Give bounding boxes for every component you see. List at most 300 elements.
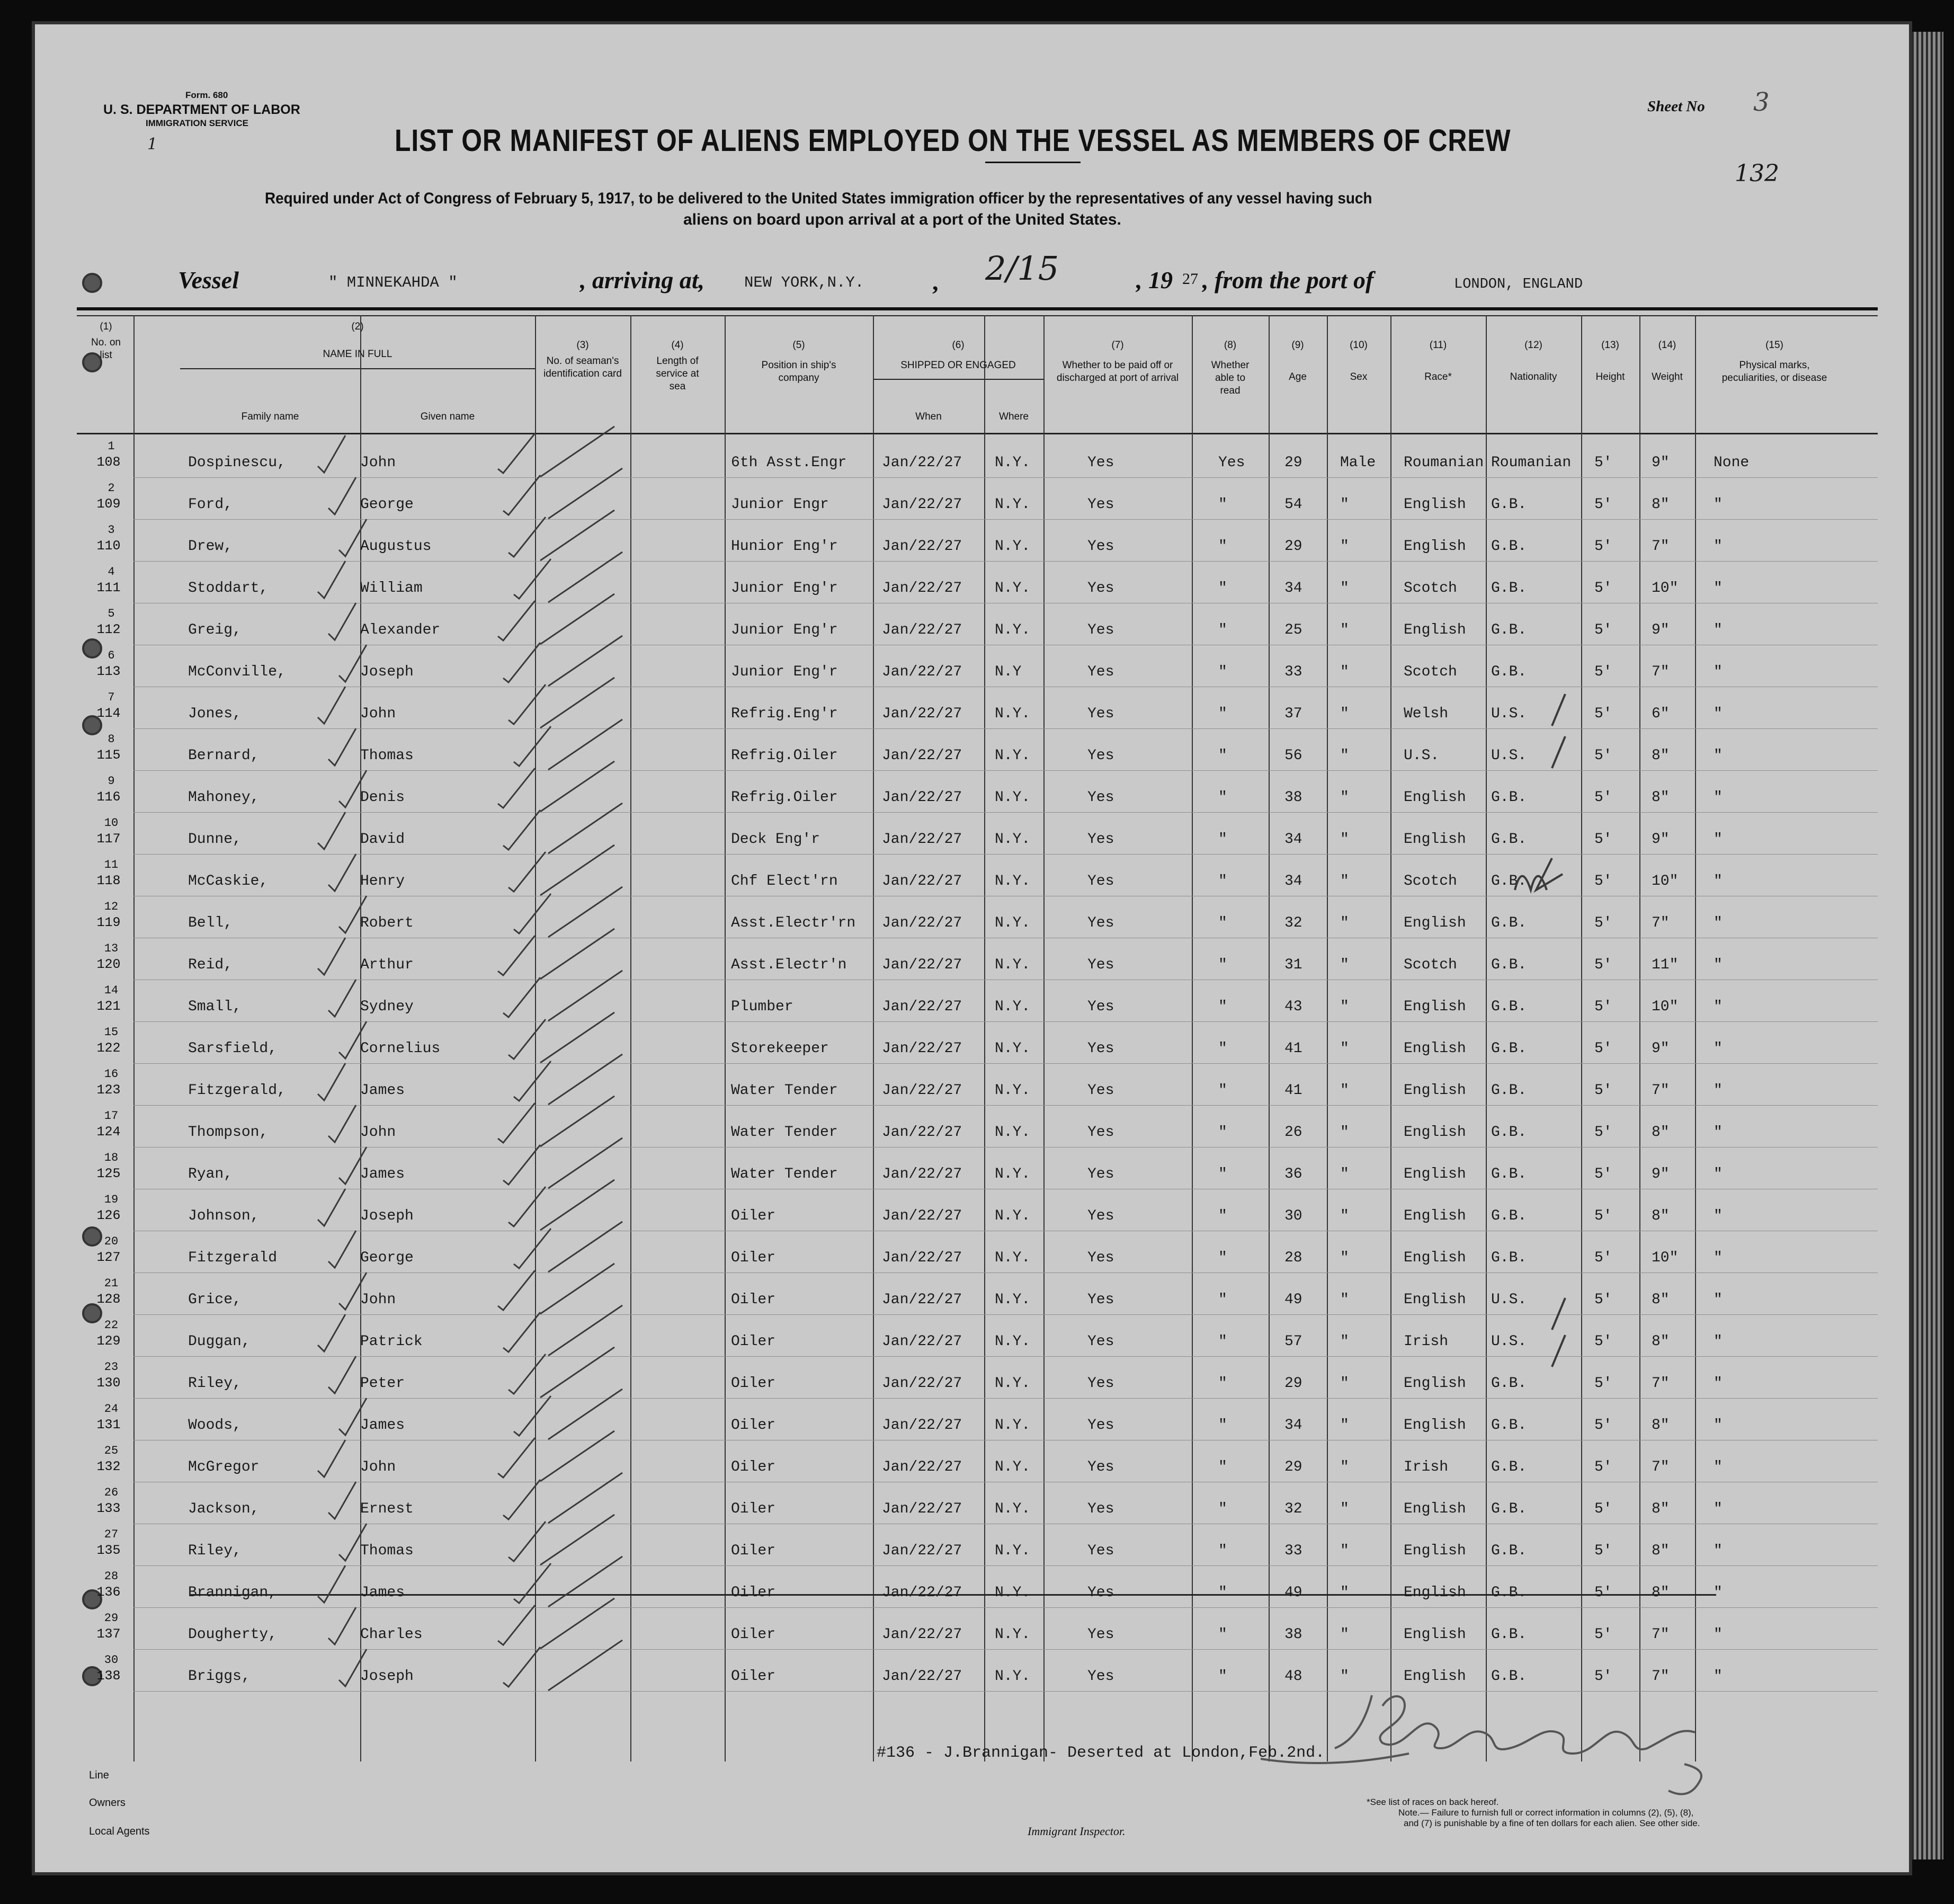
engaged-place: N.Y. [995,915,1031,931]
weight: 8" [1652,1585,1670,1601]
engaged-place: N.Y. [995,1668,1031,1685]
page-subtitle-2: aliens on board upon arrival at a port of the United States. [683,211,1121,228]
nationality: G.B. [1491,1040,1527,1057]
height: 5' [1594,1333,1612,1350]
nationality: G.B. [1491,789,1527,806]
col-3-number: (3) [576,340,589,351]
weight: 8" [1652,1208,1670,1224]
age: 57 [1284,1333,1302,1350]
sex: " [1340,999,1349,1015]
sex: Male [1340,455,1376,471]
engaged-date: Jan/22/27 [882,831,962,848]
weight: 8" [1652,1543,1670,1559]
engaged-date: Jan/22/27 [882,496,962,513]
race: English [1404,538,1466,555]
family-name: Dospinescu, [188,455,286,471]
physical-marks: " [1714,748,1723,764]
given-name: George [360,1250,414,1266]
col-2b-header: Given name [420,411,475,422]
family-name: McConville, [188,664,286,680]
row-list-number: 126 [96,1208,121,1223]
paid-off: Yes [1087,999,1114,1015]
nationality: G.B. [1491,831,1527,848]
engaged-date: Jan/22/27 [882,622,962,638]
inspector-signature [32,21,1912,1875]
penalty-note-1: Note.— Failure to furnish full or correct information in columns (2), (5), (8), [1398,1808,1694,1818]
given-name: Arthur [360,957,414,973]
col-12-number: (12) [1524,340,1542,351]
age: 38 [1284,1626,1302,1643]
engaged-place: N.Y. [995,1082,1031,1099]
nationality: U.S. [1491,706,1527,722]
paid-off: Yes [1087,664,1114,680]
given-name: John [360,1124,396,1141]
sex: " [1340,1124,1349,1141]
col-9-number: (9) [1291,340,1304,351]
height: 5' [1594,1208,1612,1224]
paid-off: Yes [1087,1250,1114,1266]
sex: " [1340,1459,1349,1475]
height: 5' [1594,1375,1612,1392]
col-10-label: Sex [1350,371,1368,382]
inspector-label: Immigrant Inspector. [1028,1825,1126,1838]
race: English [1404,496,1466,513]
age: 29 [1284,455,1302,471]
from-port-label: , from the port of [1202,266,1374,293]
engaged-date: Jan/22/27 [882,1250,962,1266]
paid-off: Yes [1087,1292,1114,1308]
engaged-place: N.Y. [995,580,1031,597]
col-8-number: (8) [1224,340,1237,351]
ship-position: Oiler [731,1292,776,1308]
height: 5' [1594,496,1612,513]
able-to-read: " [1218,789,1227,806]
height: 5' [1594,915,1612,931]
row-line-number: 21 [104,1277,119,1290]
able-to-read: " [1218,999,1227,1015]
engaged-date: Jan/22/27 [882,1375,962,1392]
col-11-label: Race* [1424,371,1452,382]
able-to-read: " [1218,1417,1227,1434]
row-list-number: 133 [96,1501,121,1516]
ship-position: Junior Eng'r [731,622,838,638]
row-list-number: 118 [96,873,121,888]
able-to-read: " [1218,706,1227,722]
engaged-place: N.Y. [995,455,1031,471]
sex: " [1340,1501,1349,1517]
row-line-number: 19 [104,1193,119,1206]
engaged-date: Jan/22/27 [882,1501,962,1517]
age: 54 [1284,496,1302,513]
row-list-number: 138 [96,1668,121,1684]
weight: 9" [1652,831,1670,848]
col-6-label: SHIPPED OR ENGAGED [900,360,1016,371]
sex: " [1340,873,1349,889]
races-note: *See list of races on back hereof. [1367,1797,1499,1807]
row-line-number: 18 [104,1151,119,1164]
age: 28 [1284,1250,1302,1266]
able-to-read: " [1218,1543,1227,1559]
paid-off: Yes [1087,789,1114,806]
row-line-number: 3 [108,523,115,537]
able-to-read: " [1218,1668,1227,1685]
physical-marks: " [1714,1459,1723,1475]
weight: 7" [1652,1459,1670,1475]
weight: 6" [1652,706,1670,722]
date-comma: , [932,268,939,295]
given-name: James [360,1166,405,1182]
race: English [1404,1501,1466,1517]
ship-position: Oiler [731,1459,776,1475]
nationality: G.B. [1491,1459,1527,1475]
race: English [1404,1543,1466,1559]
able-to-read: " [1218,664,1227,680]
sex: " [1340,1585,1349,1601]
given-name: Peter [360,1375,405,1392]
engaged-date: Jan/22/27 [882,455,962,471]
row-list-number: 111 [96,580,121,595]
paid-off: Yes [1087,1166,1114,1182]
race: English [1404,1585,1466,1601]
nationality: G.B. [1491,1208,1527,1224]
able-to-read: " [1218,496,1227,513]
family-name: Mahoney, [188,789,260,806]
nationality: G.B. [1491,915,1527,931]
weight: 8" [1652,1124,1670,1141]
engaged-place: N.Y. [995,1166,1031,1182]
paid-off: Yes [1087,538,1114,555]
engaged-date: Jan/22/27 [882,706,962,722]
row-list-number: 129 [96,1333,121,1349]
sex: " [1340,664,1349,680]
given-name: Alexander [360,622,441,638]
ship-position: Hunior Eng'r [731,538,838,555]
given-name: William [360,580,423,597]
row-line-number: 24 [104,1402,119,1416]
col-1-number: (1) [100,321,112,332]
nationality: U.S. [1491,1292,1527,1308]
row-list-number: 127 [96,1250,121,1265]
age: 48 [1284,1668,1302,1685]
physical-marks: " [1714,1668,1723,1685]
paid-off: Yes [1087,1375,1114,1392]
row-line-number: 29 [104,1612,119,1625]
col-2-number: (2) [351,321,364,332]
physical-marks: " [1714,957,1723,973]
col-11-number: (11) [1429,340,1447,351]
departure-port: LONDON, ENGLAND [1454,277,1583,292]
row-list-number: 120 [96,957,121,972]
ship-position: Oiler [731,1668,776,1685]
height: 5' [1594,622,1612,638]
age: 33 [1284,664,1302,680]
race: English [1404,1124,1466,1141]
physical-marks: " [1714,1208,1723,1224]
engaged-place: N.Y. [995,1333,1031,1350]
sex: " [1340,1250,1349,1266]
nationality: G.B. [1491,1626,1527,1643]
family-name: Stoddart, [188,580,269,597]
family-name: Bell, [188,915,233,931]
row-list-number: 109 [96,496,121,512]
paid-off: Yes [1087,622,1114,638]
local-agents-label: Local Agents [89,1826,150,1837]
sex: " [1340,831,1349,848]
vessel-name: " MINNEKAHDA " [328,274,458,291]
row-list-number: 137 [96,1626,121,1642]
nationality: G.B. [1491,580,1527,597]
paid-off: Yes [1087,1333,1114,1350]
col-15-number: (15) [1765,340,1783,351]
page-number: 132 [1735,160,1779,187]
family-name: Grice, [188,1292,242,1308]
sex: " [1340,622,1349,638]
ship-position: Junior Eng'r [731,664,838,680]
engaged-date: Jan/22/27 [882,1040,962,1057]
engaged-place: N.Y. [995,1459,1031,1475]
family-name: Small, [188,999,242,1015]
age: 31 [1284,957,1302,973]
family-name: Riley, [188,1543,242,1559]
height: 5' [1594,1250,1612,1266]
given-name: Thomas [360,748,414,764]
nationality: G.B. [1491,1082,1527,1099]
row-list-number: 123 [96,1082,121,1098]
height: 5' [1594,831,1612,848]
family-name: Woods, [188,1417,242,1434]
row-list-number: 130 [96,1375,121,1391]
physical-marks: " [1714,1501,1723,1517]
col-13-number: (13) [1601,340,1619,351]
row-line-number: 15 [104,1026,119,1039]
given-name: James [360,1585,405,1601]
ship-position: Oiler [731,1375,776,1392]
weight: 10" [1652,1250,1679,1266]
race: Scotch [1404,957,1457,973]
col-6a-header: When [915,411,942,422]
physical-marks: " [1714,580,1723,597]
weight: 7" [1652,915,1670,931]
paid-off: Yes [1087,496,1114,513]
weight: 8" [1652,748,1670,764]
nationality: G.B. [1491,1543,1527,1559]
engaged-date: Jan/22/27 [882,1626,962,1643]
able-to-read: " [1218,1585,1227,1601]
height: 5' [1594,706,1612,722]
page-stack-edge [1912,32,1943,1859]
weight: 8" [1652,1292,1670,1308]
family-name: Briggs, [188,1668,251,1685]
engaged-date: Jan/22/27 [882,1292,962,1308]
nationality: G.B. [1491,1375,1527,1392]
race: Welsh [1404,706,1449,722]
able-to-read: " [1218,1626,1227,1643]
race: English [1404,1250,1466,1266]
family-name: Dunne, [188,831,242,848]
engaged-date: Jan/22/27 [882,1082,962,1099]
physical-marks: " [1714,1333,1723,1350]
sex: " [1340,1166,1349,1182]
nationality: G.B. [1491,873,1527,889]
sex: " [1340,748,1349,764]
physical-marks: " [1714,1543,1723,1559]
ship-position: 6th Asst.Engr [731,455,847,471]
paid-off: Yes [1087,706,1114,722]
department-name: U. S. DEPARTMENT OF LABOR [103,102,300,117]
able-to-read: " [1218,1292,1227,1308]
engaged-place: N.Y. [995,1585,1031,1601]
physical-marks: " [1714,873,1723,889]
family-name: Drew, [188,538,233,555]
ship-position: Plumber [731,999,793,1015]
height: 5' [1594,455,1612,471]
row-list-number: 132 [96,1459,121,1474]
ship-position: Chf Elect'rn [731,873,838,889]
race: English [1404,622,1466,638]
engaged-place: N.Y. [995,873,1031,889]
row-list-number: 121 [96,999,121,1014]
row-line-number: 4 [108,565,115,579]
race: English [1404,1208,1466,1224]
ship-position: Asst.Electr'n [731,957,847,973]
age: 32 [1284,1501,1302,1517]
sex: " [1340,789,1349,806]
race: English [1404,1668,1466,1685]
engaged-date: Jan/22/27 [882,1543,962,1559]
family-name: Greig, [188,622,242,638]
height: 5' [1594,1292,1612,1308]
race: Irish [1404,1333,1449,1350]
col-6-number: (6) [952,340,965,351]
height: 5' [1594,580,1612,597]
desertion-note: #136 - J.Brannigan- Deserted at London,Feb.2nd. [877,1744,1325,1762]
weight: 7" [1652,1082,1670,1099]
sheet-number-label: Sheet No [1647,98,1705,115]
given-name: John [360,706,396,722]
given-name: John [360,455,396,471]
nationality: G.B. [1491,957,1527,973]
able-to-read: " [1218,1208,1227,1224]
penalty-note-2: and (7) is punishable by a fine of ten dollars for each alien. See other side. [1404,1818,1700,1828]
engaged-date: Jan/22/27 [882,915,962,931]
engaged-date: Jan/22/27 [882,538,962,555]
nationality: G.B. [1491,1250,1527,1266]
able-to-read: " [1218,580,1227,597]
weight: 10" [1652,873,1679,889]
row-line-number: 28 [104,1570,119,1583]
nationality: G.B. [1491,1124,1527,1141]
engaged-date: Jan/22/27 [882,957,962,973]
ship-position: Oiler [731,1333,776,1350]
able-to-read: " [1218,957,1227,973]
able-to-read: " [1218,622,1227,638]
col-4-label: Length of service at sea [656,355,699,392]
physical-marks: " [1714,664,1723,680]
engaged-place: N.Y. [995,999,1031,1015]
family-name: Sarsfield, [188,1040,278,1057]
ship-position: Asst.Electr'rn [731,915,856,931]
age: 34 [1284,873,1302,889]
paid-off: Yes [1087,1459,1114,1475]
ship-position: Oiler [731,1585,776,1601]
height: 5' [1594,1040,1612,1057]
ship-position: Junior Eng'r [731,580,838,597]
race: English [1404,1417,1466,1434]
physical-marks: " [1714,1166,1723,1182]
family-name: McCaskie, [188,873,269,889]
age: 29 [1284,1375,1302,1392]
nationality: G.B. [1491,496,1527,513]
able-to-read: " [1218,748,1227,764]
engaged-place: N.Y. [995,1626,1031,1643]
age: 29 [1284,1459,1302,1475]
col-7-number: (7) [1111,340,1124,351]
weight: 9" [1652,455,1670,471]
age: 33 [1284,1543,1302,1559]
weight: 8" [1652,1417,1670,1434]
manifest-sheet [32,21,1912,1875]
family-name: Johnson, [188,1208,260,1224]
paid-off: Yes [1087,831,1114,848]
given-name: Denis [360,789,405,806]
sex: " [1340,1292,1349,1308]
family-name: Fitzgerald [188,1250,278,1266]
age: 56 [1284,748,1302,764]
able-to-read: " [1218,873,1227,889]
age: 25 [1284,622,1302,638]
service-name: IMMIGRATION SERVICE [146,118,248,128]
ship-position: Storekeeper [731,1040,829,1057]
nationality: Roumanian [1491,455,1572,471]
given-name: George [360,496,414,513]
height: 5' [1594,957,1612,973]
ship-position: Deck Eng'r [731,831,820,848]
col-15-label: Physical marks, peculiarities, or disease [1721,360,1827,384]
nationality: G.B. [1491,622,1527,638]
able-to-read: " [1218,538,1227,555]
weight: 7" [1652,664,1670,680]
paid-off: Yes [1087,1124,1114,1141]
row-line-number: 7 [108,691,115,704]
height: 5' [1594,1459,1612,1475]
age: 49 [1284,1292,1302,1308]
row-list-number: 125 [96,1166,121,1181]
age: 37 [1284,706,1302,722]
able-to-read: " [1218,1333,1227,1350]
arrival-port: NEW YORK,N.Y. [744,274,864,291]
given-name: Patrick [360,1333,423,1350]
row-line-number: 6 [108,649,115,662]
physical-marks: " [1714,1040,1723,1057]
physical-marks: " [1714,1082,1723,1099]
race: Roumanian [1404,455,1484,471]
family-name: Jackson, [188,1501,260,1517]
given-name: John [360,1459,396,1475]
physical-marks: " [1714,1124,1723,1141]
given-name: Sydney [360,999,414,1015]
ship-position: Refrig.Oiler [731,748,838,764]
height: 5' [1594,1166,1612,1182]
height: 5' [1594,1417,1612,1434]
row-line-number: 5 [108,607,115,620]
able-to-read: " [1218,1166,1227,1182]
paid-off: Yes [1087,580,1114,597]
row-line-number: 13 [104,942,119,955]
given-name: Charles [360,1626,423,1643]
row-line-number: 8 [108,733,115,746]
page-subtitle-1: Required under Act of Congress of February 5, 1917, to be delivered to the United States immigration officer by the representatives of any vessel having such [265,190,1372,207]
paid-off: Yes [1087,1082,1114,1099]
